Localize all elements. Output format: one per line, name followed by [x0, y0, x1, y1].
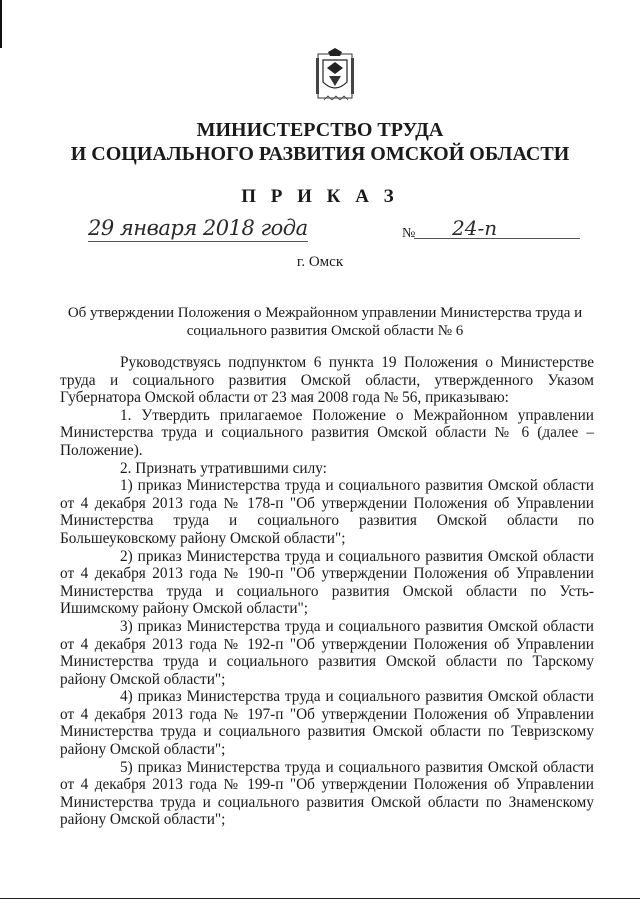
- paragraph-subitem-4: 4) приказ Министерства труда и социального развития Омской области от 4 декабря 2013 года № 197-п "Об утверждении Положения об Управлении Министерства труда и социального развития Омской области по Тевризскому району Омской области";: [60, 688, 594, 759]
- page-edge: [0, 898, 640, 899]
- order-number-label: №: [402, 226, 416, 241]
- order-subject: Об утверждении Положения о Межрайонном управлении Министерства труда и социального развития Омской области № 6: [67, 305, 583, 339]
- paragraph-item-2: 2. Признать утратившими силу:: [120, 459, 327, 477]
- order-date: 29 января 2018 года: [88, 216, 308, 240]
- paragraph-subitem-1: 1) приказ Министерства труда и социального развития Омской области от 4 декабря 2013 года № 178-п "Об утверждении Положения об Управлении Министерства труда и социального развития Омской области по Большеуковскому району Омской области";: [60, 477, 594, 547]
- scan-edge: [0, 0, 2, 48]
- ministry-name: [0, 118, 640, 166]
- city: г. Омск: [296, 254, 344, 270]
- order-number: 24-п: [452, 216, 498, 240]
- ministry-line-2: И СОЦИАЛЬНОГО РАЗВИТИЯ ОМСКОЙ ОБЛАСТИ: [70, 143, 570, 165]
- paragraph-subitem-3: 3) приказ Министерства труда и социального развития Омской области от 4 декабря 2013 года № 192-п "Об утверждении Положения об Управлении Министерства труда и социального развития Омской области по Тарскому району Омской области";: [60, 617, 594, 688]
- coat-of-arms-icon: [314, 48, 356, 104]
- order-body: [60, 354, 594, 829]
- paragraph-subitem-5: 5) приказ Министерства труда и социального развития Омской области от 4 декабря 2013 года № 199-п "Об утверждении Положения об Управлении Министерства труда и социального развития Омской области по Знаменскому району Омской области";: [60, 758, 594, 829]
- paragraph-item-1: 1. Утвердить прилагаемое Положение о Межрайонном управлении Министерства труда и социального развития Омской области № 6 (далее – Положение).: [60, 406, 594, 459]
- paragraph-preamble: Руководствуясь подпунктом 6 пункта 19 Положения о Министерстве труда и социального развития Омской области, утвержденного Указом Губернатора Омской области от 23 мая 2008 года № 56, приказываю:: [60, 354, 594, 407]
- order-title: П Р И К А З: [241, 186, 399, 207]
- paragraph-subitem-2: 2) приказ Министерства труда и социального развития Омской области от 4 декабря 2013 года № 190-п "Об утверждении Положения об Управлении Министерства труда и социального развития Омской области по Усть-Ишимскому району Омской области";: [60, 547, 594, 618]
- ministry-line-1: МИНИСТЕРСТВО ТРУДА: [196, 119, 444, 141]
